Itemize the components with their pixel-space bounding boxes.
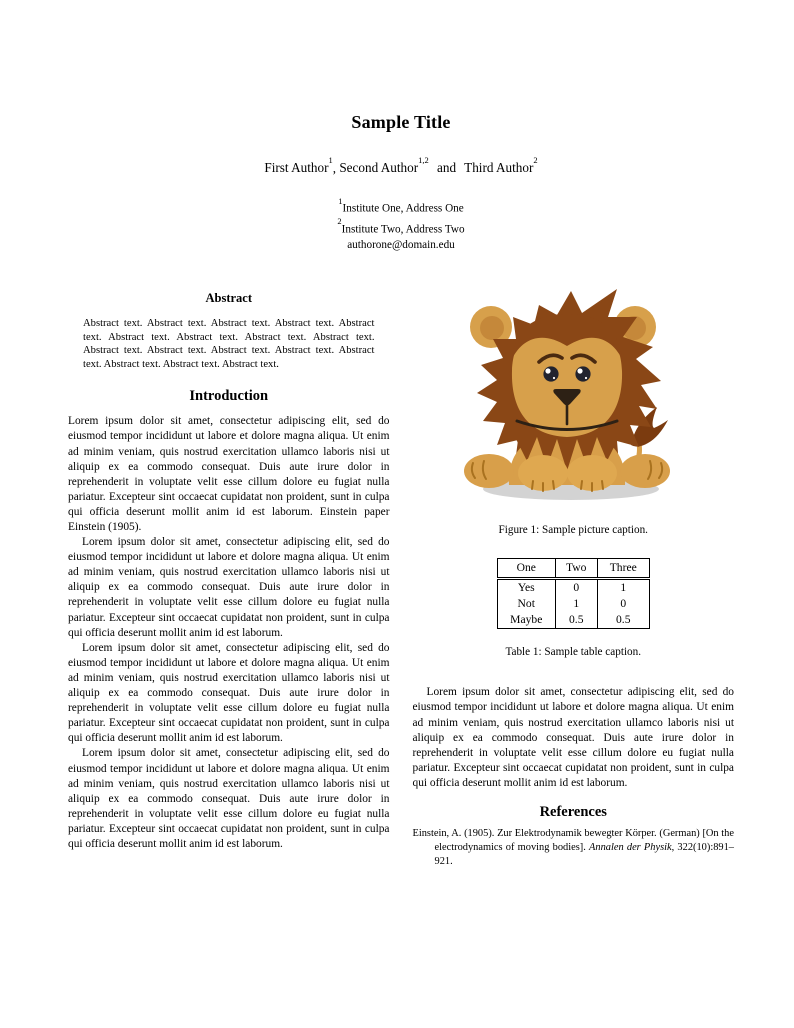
left-column <box>68 289 390 868</box>
author-1: First Author$^1$ <box>264 155 333 176</box>
lion-eye-right-glint-small <box>585 377 587 379</box>
author-2: Second Author$^{1,2}$ <box>339 155 429 176</box>
table-cell: 1 <box>597 579 649 597</box>
abstract-heading: Abstract <box>205 291 252 306</box>
intro-paragraph-2: Lorem ipsum dolor sit amet, consectetur adipiscing elit, sed do eiusmod tempor incididunt ut labore et dolore magna aliqua. Ut enim ad minim veniam, quis nostrud exercitation ullamco laboris nisi ut aliquip ex ea commodo consequat. Duis aute irure dolor in reprehenderit in voluptate velit esse cillum dolore eu fugiat nulla pariatur. Excepteur sint occaecat cupidatat non proident, sunt in culpa qui officia deserunt mollit anim id est laborum. <box>68 536 390 639</box>
table-caption: Table 1: Sample table caption. <box>505 646 642 659</box>
intro-paragraph-4: Lorem ipsum dolor sit amet, consectetur adipiscing elit, sed do eiusmod tempor incididunt ut labore et dolore magna aliqua. Ut enim ad minim veniam, quis nostrud exercitation ullamco laboris nisi ut aliquip ex ea commodo consequat. Duis aute irure dolor in reprehenderit in voluptate velit esse cillum dolore eu fugiat nulla pariatur. Excepteur sint occaecat cupidatat non proident, sunt in culpa qui officia deserunt mollit anim id est laborum. <box>68 747 390 850</box>
figure-caption: Figure 1: Sample picture caption. <box>498 524 648 537</box>
lion-eye-left-glint <box>546 369 551 374</box>
table-row <box>497 612 649 629</box>
introduction-heading: Introduction <box>189 388 269 405</box>
table-cell: Yes <box>497 579 555 597</box>
author-line <box>68 155 734 176</box>
table-cell: 0.5 <box>597 612 649 629</box>
affiliation-2: $^2$Institute Two, Address Two <box>337 215 465 236</box>
reference-journal: Annalen der Physik <box>589 841 672 853</box>
lion-ear-left-inner <box>480 316 504 340</box>
right-column-paragraph: Lorem ipsum dolor sit amet, consectetur adipiscing elit, sed do eiusmod tempor incididunt ut labore et dolore magna aliqua. Ut enim ad minim veniam, quis nostrud exercitation ullamco laboris nisi ut aliquip ex ea commodo consequat. Duis aute irure dolor in reprehenderit in voluptate velit esse cillum dolore eu fugiat nulla pariatur. Excepteur sint occaecat cupidatat non proident, sunt in culpa qui officia deserunt mollit anim id est laborum. <box>412 686 734 789</box>
figure-1 <box>413 285 735 536</box>
reference-entry-1 <box>413 827 735 869</box>
lion-eye-left <box>544 367 559 382</box>
intro-paragraph-1: Lorem ipsum dolor sit amet, consectetur adipiscing elit, sed do eiusmod tempor incididunt ut labore et dolore magna aliqua. Ut enim ad minim veniam, quis nostrud exercitation ullamco laboris nisi ut aliquip ex ea commodo consequat. Duis aute irure dolor in reprehenderit in voluptate velit esse cillum dolore eu fugiat nulla pariatur. Excepteur sint occaecat cupidatat non proident, sunt in culpa qui officia deserunt mollit anim id est laborum. Einstein paper Einstein (1905). <box>68 415 390 534</box>
references-heading: References <box>539 804 607 821</box>
author-2-affil-mark: 1,2 <box>418 155 429 166</box>
table-header-cell: One <box>497 559 555 579</box>
lion-eye-left-glint-small <box>553 377 555 379</box>
intro-paragraph-3: Lorem ipsum dolor sit amet, consectetur adipiscing elit, sed do eiusmod tempor incididunt ut labore et dolore magna aliqua. Ut enim ad minim veniam, quis nostrud exercitation ullamco laboris nisi ut aliquip ex ea commodo consequat. Duis aute irure dolor in reprehenderit in voluptate velit esse cillum dolore eu fugiat nulla pariatur. Excepteur sint occaecat cupidatat non proident, sunt in culpa qui officia deserunt mollit anim id est laborum. <box>68 641 390 745</box>
table-cell: Not <box>497 596 555 612</box>
table-1-wrap <box>413 558 735 629</box>
table-cell: 0 <box>597 596 649 612</box>
table-header-row <box>497 559 649 579</box>
author-1-affil-mark: 1 <box>328 155 333 166</box>
table-header-cell: Two <box>555 559 597 579</box>
reference-pages: , 322(10):891–921. <box>434 841 734 867</box>
table-cell: 0 <box>555 579 597 597</box>
lion-eye-right-glint <box>578 369 583 374</box>
table-cell: Maybe <box>497 612 555 629</box>
lion-illustration <box>455 285 691 507</box>
abstract-text: Abstract text. Abstract text. Abstract text. Abstract text. Abstract text. Abstract text. Abstract text. Abstract text. Abstract text. Abstract text. Abstract text. Abstract text. Abstract text. Abstract text. Abstract text. Abstract text. Abstract text. <box>83 318 375 370</box>
page-title: Sample Title <box>351 112 451 132</box>
author-separator: , <box>332 160 337 176</box>
table-row <box>497 596 649 612</box>
paper-header <box>68 112 734 253</box>
two-column-body <box>68 289 734 868</box>
reference-text: Einstein, A. (1905). Zur Elektrodynamik bewegter Körper. (German) [On the electrodynamics of moving bodies]. <box>412 828 734 853</box>
author-3: Third Author$^2$ <box>464 155 538 176</box>
table-cell: 0.5 <box>555 612 597 629</box>
table-header-cell: Three <box>597 559 649 579</box>
table-row <box>497 579 649 597</box>
sample-table <box>497 558 650 629</box>
affiliations-block <box>68 197 734 253</box>
lion-eye-right <box>576 367 591 382</box>
author-3-affil-mark: 2 <box>533 155 538 166</box>
contact-email: authorone@domain.edu <box>347 238 455 251</box>
affiliation-1: $^1$Institute One, Address One <box>338 195 464 216</box>
table-cell: 1 <box>555 596 597 612</box>
author-conjunction: and <box>437 160 457 176</box>
right-column <box>413 289 735 868</box>
